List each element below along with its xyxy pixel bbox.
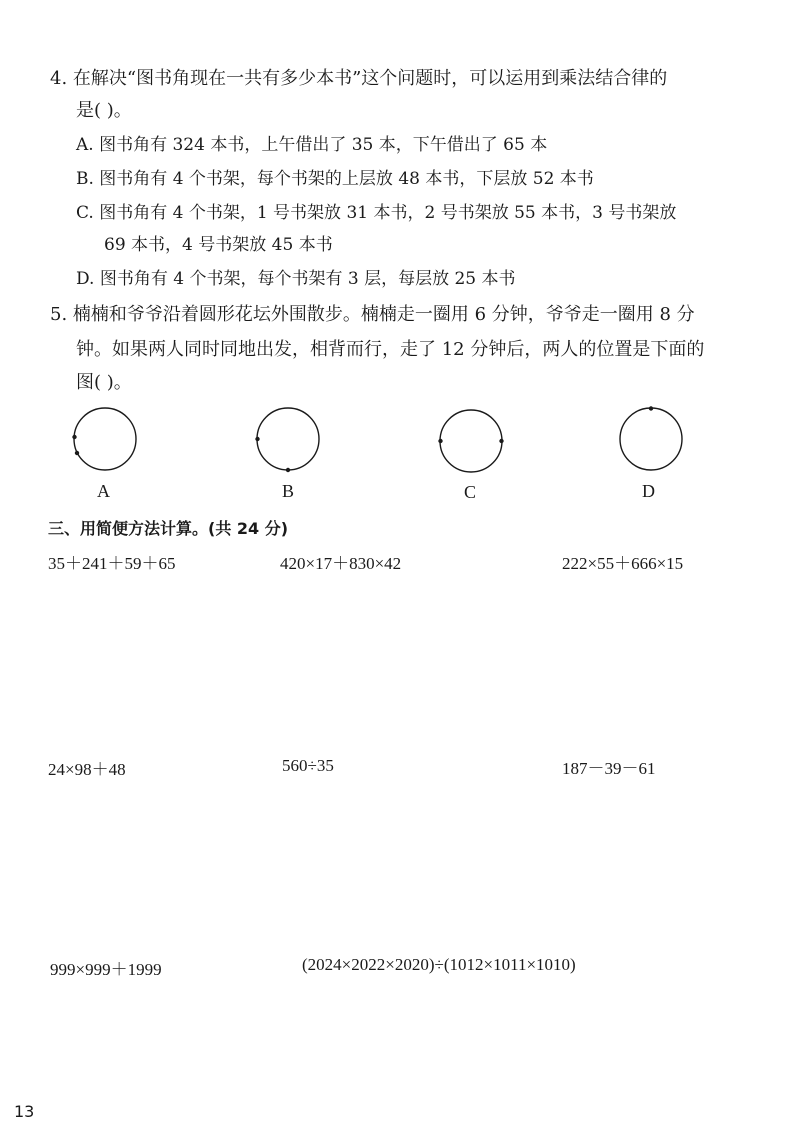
circle-a-dot-lower-left — [75, 451, 79, 455]
circle-b-outline — [257, 408, 319, 470]
q5-line3: 图( )。 — [76, 372, 132, 393]
circle-choice-b — [255, 406, 321, 472]
circle-c-dot-right — [499, 439, 503, 443]
circle-a-dot-left — [72, 435, 76, 439]
problem-3: 222×55＋666×15 — [562, 554, 684, 573]
circle-d-dot-top — [649, 406, 653, 410]
q4-option-c: C. 图书角有 4 个书架，1 号书架放 31 本书，2 号书架放 55 本书，3 号书架放 — [76, 203, 677, 223]
problem-5: 560÷35 — [282, 756, 334, 775]
circle-d-outline — [620, 408, 682, 470]
q4-stem-line1: 4. 在解决“图书角现在一共有多少本书”这个问题时，可以运用到乘法结合律的 — [50, 68, 668, 89]
problem-8: (2024×2022×2020)÷(1012×1011×1010) — [302, 955, 576, 974]
circle-b-dot-bottom — [286, 468, 290, 472]
circle-c-outline — [440, 410, 502, 472]
problem-6: 187－39－61 — [562, 759, 656, 778]
q4-option-c-cont: 69 本书，4 号书架放 45 本书 — [104, 235, 333, 255]
choice-label-a: A — [97, 481, 110, 501]
choice-label-c: C — [464, 482, 477, 502]
problem-7: 999×999＋1999 — [50, 960, 162, 979]
circle-choice-a — [72, 406, 138, 472]
page-number: 13 — [14, 1102, 35, 1121]
q4-stem-line2: 是( )。 — [76, 100, 132, 121]
problem-2: 420×17＋830×42 — [280, 554, 402, 573]
circle-c-dot-left — [438, 439, 442, 443]
problem-1: 35＋241＋59＋65 — [48, 554, 176, 573]
circle-choice-c — [438, 408, 504, 474]
q4-option-d: D. 图书角有 4 个书架，每个书架有 3 层，每层放 25 本书 — [76, 269, 516, 289]
problem-4: 24×98＋48 — [48, 760, 126, 779]
circle-a-outline — [74, 408, 136, 470]
q5-line1: 5. 楠楠和爷爷沿着圆形花坛外围散步。楠楠走一圈用 6 分钟，爷爷走一圈用 8 分 — [50, 304, 695, 325]
q4-option-b: B. 图书角有 4 个书架，每个书架的上层放 48 本书，下层放 52 本书 — [76, 169, 594, 189]
choice-label-b: B — [282, 481, 295, 501]
q4-option-a: A. 图书角有 324 本书，上午借出了 35 本，下午借出了 65 本 — [76, 135, 548, 155]
circle-b-dot-left — [255, 437, 259, 441]
circle-choice-d — [618, 406, 684, 472]
section-3-title: 三、用简便方法计算。(共 24 分) — [48, 519, 289, 538]
q5-line2: 钟。如果两人同时同地出发，相背而行，走了 12 分钟后，两人的位置是下面的 — [76, 339, 705, 360]
choice-label-d: D — [642, 481, 655, 501]
